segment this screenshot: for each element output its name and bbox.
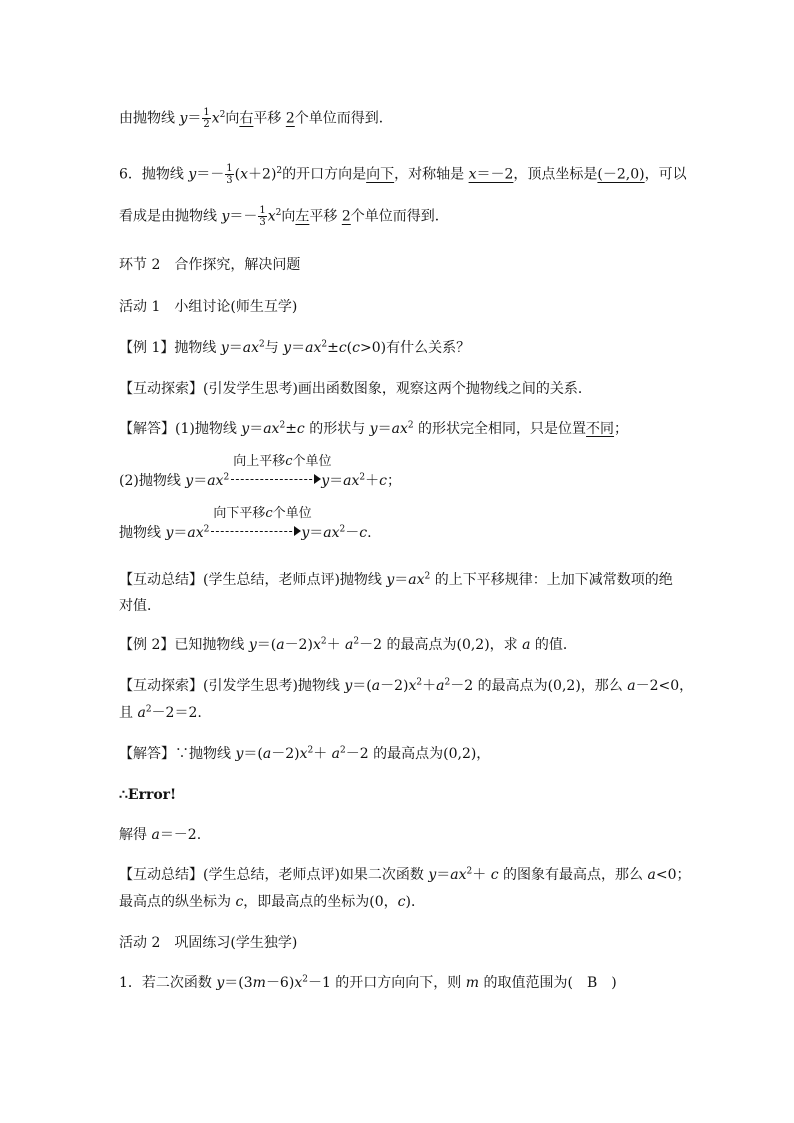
example-1 <box>119 339 470 357</box>
text: 【互动总结】(学生总结，老师点评)如果二次函数 <box>119 867 429 883</box>
text: ； <box>614 421 629 437</box>
text: 【互动总结】(学生总结，老师点评)抛物线 <box>119 572 387 588</box>
var-m: m <box>465 975 480 991</box>
text: 【例 2】已知抛物线 <box>119 637 249 653</box>
text: ＝ <box>377 421 392 437</box>
text: ； <box>386 473 401 489</box>
text: 的取值范围为( <box>479 975 587 991</box>
text: －6) <box>265 975 295 991</box>
text: 的形状与 <box>304 421 370 437</box>
text: ＝( <box>243 746 263 762</box>
text: －2) <box>284 637 313 653</box>
answer-1-part-3 <box>119 506 372 542</box>
var-y: y <box>216 975 225 991</box>
shift-up-arrow <box>229 454 332 487</box>
var-ax: ax <box>391 421 408 437</box>
text: ＝ <box>173 525 188 541</box>
text: ＝－ <box>229 208 258 225</box>
exponent: 2 <box>416 677 423 688</box>
var-c: c <box>265 506 273 521</box>
exponent: 2 <box>302 974 308 985</box>
summary-1-cont: 对值． <box>119 598 161 614</box>
var-c: c <box>379 473 387 489</box>
answer-choice: B <box>586 975 598 991</box>
answer-axis <box>469 167 514 183</box>
var-a: a <box>647 867 656 883</box>
var-x: x <box>408 678 417 694</box>
explore-1: 【互动探索】(引发学生思考)画出函数图象，观察这两个抛物线之间的关系． <box>119 381 592 397</box>
text: (2)抛物线 <box>119 473 186 489</box>
exponent: 2 <box>258 339 265 350</box>
var-y: y <box>248 637 257 653</box>
var-ax: ax <box>263 421 280 437</box>
text: ＝－2. <box>159 827 202 843</box>
exponent: 2 <box>203 524 210 535</box>
text: －2 的最高点为(0,2)，那么 <box>450 678 628 694</box>
var-x: x <box>299 746 308 762</box>
text: <0； <box>655 867 691 883</box>
text: 【解答】(1)抛物线 <box>119 421 242 437</box>
exercise-1 <box>119 974 617 992</box>
example-2 <box>119 636 577 654</box>
text: 【互动探索】(引发学生思考)抛物线 <box>119 678 345 694</box>
var-c: c <box>296 421 305 437</box>
var-ax: ax <box>323 525 340 541</box>
var-a: a <box>137 705 146 721</box>
numerator: 1 <box>203 107 210 118</box>
explore-2-cont <box>119 704 202 722</box>
text: ＋ <box>365 473 380 489</box>
exponent: 2 <box>275 207 282 218</box>
var-a: a <box>627 678 636 694</box>
explore-2 <box>119 677 693 695</box>
var-c: c <box>285 454 293 469</box>
var-m: m <box>252 975 266 991</box>
exponent: 2 <box>339 524 346 535</box>
var-x: x <box>312 637 321 653</box>
text: 1．若二次函数 <box>119 975 217 991</box>
arrow-head-icon <box>294 526 301 536</box>
fraction <box>258 205 266 228</box>
text: 的值． <box>530 637 577 653</box>
var-ax: ax <box>187 525 204 541</box>
text: 向下平移 <box>213 506 266 521</box>
shift-down-arrow <box>209 506 312 539</box>
var-ax: ax <box>305 340 322 356</box>
solution-line <box>119 826 201 844</box>
text: 个单位而得到． <box>350 208 449 225</box>
arrow-label <box>213 505 311 523</box>
text: 平移 <box>309 208 342 225</box>
text: 向上平移 <box>233 454 286 469</box>
var-c: c <box>490 867 499 883</box>
text: ，对称轴是 <box>394 166 469 183</box>
text: －2) <box>271 746 300 762</box>
exponent: 2 <box>444 677 451 688</box>
text: 且 <box>119 705 138 721</box>
answer-units: 2 <box>285 110 295 127</box>
text: ，可以 <box>644 166 687 183</box>
text: ( <box>234 166 241 183</box>
var-ax: ax <box>408 572 425 588</box>
text: －1 的开口方向向下，则 <box>307 975 466 991</box>
text: ＝ <box>193 473 208 489</box>
text: ＝ <box>291 340 306 356</box>
text: 平移 <box>253 110 286 127</box>
text: ± <box>327 340 339 356</box>
text: ( <box>346 340 353 356</box>
exponent: 2 <box>359 472 366 483</box>
var-y: y <box>185 473 194 489</box>
exponent: 2 <box>353 636 360 647</box>
exponent: 2 <box>223 472 230 483</box>
text: ＝ <box>187 110 202 127</box>
text: 由抛物线 <box>119 110 180 127</box>
answer-vertex: (－2,0) <box>597 166 645 183</box>
section-heading: 环节 2 合作探究，解决问题 <box>119 257 301 273</box>
text: ＋ <box>313 746 332 762</box>
line-shift-right <box>119 107 393 130</box>
text: )． <box>405 894 425 910</box>
text: 向 <box>225 110 240 127</box>
var-a: a <box>522 637 531 653</box>
arrow-shaft <box>231 479 317 480</box>
text: 向 <box>281 208 296 225</box>
answer-direction: 右 <box>239 110 254 127</box>
var-y: y <box>344 678 353 694</box>
summary-2-cont <box>119 893 425 911</box>
var-y: y <box>369 421 378 437</box>
var-x: x <box>468 166 477 183</box>
var-a: a <box>436 678 445 694</box>
text: ＋ <box>422 678 437 694</box>
activity-heading: 活动 1 小组讨论(师生互学) <box>119 299 298 315</box>
text: . <box>367 525 372 541</box>
var-ax: ax <box>207 473 224 489</box>
text: 个单位 <box>292 454 332 469</box>
text: ，顶点坐标是 <box>513 166 598 183</box>
text: ＋ <box>472 867 491 883</box>
text: ＋ <box>326 637 346 653</box>
denominator: 3 <box>226 175 233 186</box>
numerator: 1 <box>259 205 266 216</box>
exponent: 2 <box>407 420 414 431</box>
exponent: 2 <box>340 745 346 756</box>
text: ＝ <box>249 421 264 437</box>
var-y: y <box>235 746 244 762</box>
var-c: c <box>352 340 360 356</box>
line-item-6 <box>119 163 687 186</box>
fraction <box>202 107 210 130</box>
text: ＋2) <box>248 166 277 183</box>
arrow-label <box>233 453 331 471</box>
text: 的形状完全相同，只是位置 <box>413 421 587 437</box>
var-y: y <box>179 110 188 127</box>
arrow-shaft <box>211 531 297 532</box>
text: ＝ <box>228 340 243 356</box>
var-a: a <box>151 827 160 843</box>
text: 与 <box>264 340 284 356</box>
text: －2＝2. <box>151 705 202 721</box>
var-a: a <box>276 637 285 653</box>
text: 【解答】∵抛物线 <box>119 746 236 762</box>
text: ± <box>285 421 297 437</box>
exponent: 2 <box>320 636 327 647</box>
text: －2<0， <box>635 678 694 694</box>
text: ＝－ <box>196 166 225 183</box>
exponent: 2 <box>276 165 283 176</box>
var-c: c <box>397 894 406 910</box>
text: ＝ <box>329 473 344 489</box>
line-shift-left <box>119 205 449 228</box>
summary-1 <box>119 571 673 589</box>
var-ax: ax <box>343 473 360 489</box>
var-y: y <box>301 525 310 541</box>
text: ＝ <box>309 525 324 541</box>
text: ＝ <box>436 867 451 883</box>
text: ，即最高点的坐标为(0， <box>243 894 398 910</box>
text: ) <box>597 975 617 991</box>
var-y: y <box>428 867 437 883</box>
text: －2) <box>380 678 409 694</box>
error-line: ∴Error! <box>119 787 177 803</box>
var-y: y <box>386 572 395 588</box>
var-x: x <box>240 166 249 183</box>
text: 抛物线 <box>119 525 166 541</box>
var-x: x <box>294 975 303 991</box>
var-y: y <box>188 166 197 183</box>
numerator: 1 <box>226 163 233 174</box>
denominator: 2 <box>203 119 210 130</box>
text: 解得 <box>119 827 152 843</box>
exponent: 2 <box>219 109 226 120</box>
text: 6．抛物线 <box>119 166 189 183</box>
text: 看成是由抛物线 <box>119 208 222 225</box>
text: －2 的最高点为(0,2)， <box>345 746 491 762</box>
var-a: a <box>345 637 354 653</box>
var-x: x <box>211 110 220 127</box>
answer-1-part-1 <box>119 420 628 438</box>
summary-2 <box>119 866 690 884</box>
var-y: y <box>165 525 174 541</box>
exponent: 2 <box>424 571 431 582</box>
exponent: 2 <box>466 866 473 877</box>
fraction <box>225 163 233 186</box>
text: ＝－2 <box>476 166 514 183</box>
denominator: 3 <box>259 217 266 228</box>
var-a: a <box>331 746 341 762</box>
text: 个单位 <box>272 506 312 521</box>
exponent: 2 <box>307 745 314 756</box>
answer-units: 2 <box>341 208 351 225</box>
var-c: c <box>235 894 244 910</box>
var-a: a <box>262 746 272 762</box>
var-y: y <box>220 340 229 356</box>
exponent: 2 <box>279 420 286 431</box>
answer-1-part-2 <box>119 454 401 490</box>
arrow-head-icon <box>314 474 321 484</box>
text: －2 的最高点为(0,2)，求 <box>359 637 523 653</box>
activity-heading-2: 活动 2 巩固练习(学生独学) <box>119 935 298 951</box>
text: ＝( <box>352 678 372 694</box>
var-y: y <box>241 421 250 437</box>
exponent: 2 <box>321 339 328 350</box>
var-y: y <box>221 208 230 225</box>
var-ax: ax <box>242 340 259 356</box>
answer-direction: 左 <box>295 208 310 225</box>
var-ax: ax <box>450 867 467 883</box>
exponent: 2 <box>145 704 152 715</box>
text: ＝ <box>394 572 409 588</box>
text: 的上下平移规律：上加下减常数项的绝 <box>430 572 673 588</box>
var-c: c <box>338 340 347 356</box>
answer-position: 不同 <box>586 421 615 437</box>
text: 最高点的纵坐标为 <box>119 894 236 910</box>
text: 的图象有最高点，那么 <box>498 867 648 883</box>
var-x: x <box>267 208 276 225</box>
text: － <box>345 525 360 541</box>
var-c: c <box>359 525 368 541</box>
text: >0)有什么关系？ <box>359 340 471 356</box>
var-a: a <box>371 678 381 694</box>
text: 个单位而得到． <box>294 110 393 127</box>
var-y: y <box>283 340 292 356</box>
answer-opening: 向下 <box>366 166 395 183</box>
text: ＝(3 <box>224 975 253 991</box>
text: 的开口方向是 <box>282 166 367 183</box>
answer-2 <box>119 745 490 763</box>
text: ＝( <box>256 637 277 653</box>
var-y: y <box>321 473 330 489</box>
text: 【例 1】抛物线 <box>119 340 221 356</box>
